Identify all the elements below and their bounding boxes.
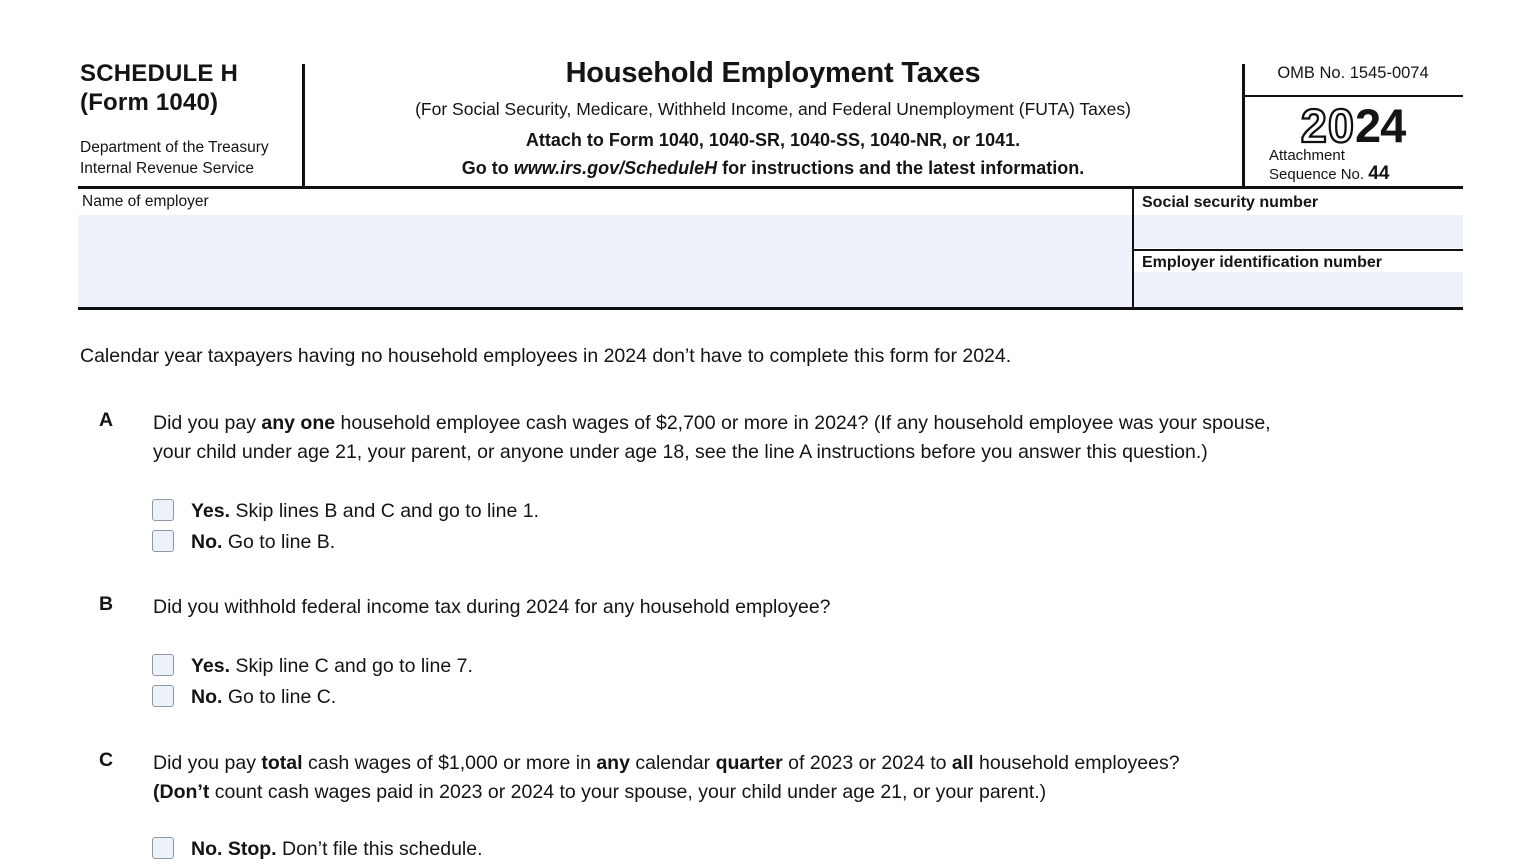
sequence-line <box>1269 165 1389 184</box>
dept-treasury-text: Department of the Treasury <box>80 139 269 156</box>
question-c-no-checkbox[interactable] <box>152 837 174 859</box>
attachment-label: Attachment <box>1269 147 1345 164</box>
employer-name-field[interactable] <box>78 215 1132 307</box>
question-a-yes-label: Yes. Skip lines B and C and go to line 1. <box>191 500 539 522</box>
ssn-label: Social security number <box>1142 194 1319 211</box>
attach-instruction: Attach to Form 1040, 1040-SR, 1040-SS, 1040-NR, or 1041. <box>525 130 1021 150</box>
question-a-text: Did you pay any one household employee cash wages of $2,700 or more in 2024? (If any household employee was your spouse, your child under age 21, your parent, or anyone under age 18, see the line A instructions before you answer this question.) <box>153 412 1271 463</box>
question-b-letter: B <box>99 593 114 615</box>
question-c-letter: C <box>99 749 114 771</box>
tax-year-outline-digits: 20 <box>1300 99 1355 152</box>
question-b-text: Did you withhold federal income tax during 2024 for any household employee? <box>153 596 831 618</box>
irs-text: Internal Revenue Service <box>80 159 255 177</box>
ssn-ein-divider <box>1132 249 1463 251</box>
form-subtitle: (For Social Security, Medicare, Withheld Income, and Federal Unemployment (FUTA) Taxes) <box>415 99 1131 119</box>
question-a-no-label: No. Go to line B. <box>191 531 336 553</box>
question-b-no-label: No. Go to line C. <box>191 686 337 708</box>
omb-underline <box>1242 95 1463 97</box>
ein-field[interactable] <box>1134 272 1463 307</box>
question-a-yes-checkbox[interactable] <box>152 499 174 521</box>
omb-number: OMB No. 1545-0074 <box>1277 64 1429 82</box>
question-b-yes-checkbox[interactable] <box>152 654 174 676</box>
form-title: Household Employment Taxes <box>565 57 981 89</box>
goto-instruction: Go to www.irs.gov/ScheduleH for instructions and the latest information. <box>461 158 1085 178</box>
ssn-field[interactable] <box>1134 215 1463 248</box>
sequence-number: 44 <box>1368 163 1390 184</box>
question-c-no-label: No. Stop. Don’t file this schedule. <box>191 838 483 860</box>
question-c-text: Did you pay total cash wages of $1,000 or more in any calendar quarter of 2023 or 2024 to all household employees? (Don’t count cash wages paid in 2023 or 2024 to your spouse, your child under age 21, or your parent.) <box>153 752 1180 803</box>
employer-name-label: Name of employer <box>82 193 209 210</box>
ein-label: Employer identification number <box>1142 254 1383 271</box>
identity-bottom-rule <box>78 307 1463 310</box>
tax-year-bold-digits: 24 <box>1355 99 1406 152</box>
schedule-h-text: SCHEDULE H <box>80 60 239 87</box>
schedule-label <box>80 59 238 117</box>
agency-label <box>80 138 269 179</box>
tax-year <box>1243 98 1463 153</box>
intro-note: Calendar year taxpayers having no household employees in 2024 don’t have to complete this form for 2024. <box>80 345 1012 367</box>
attachment-sequence <box>1269 147 1389 184</box>
form-1040-text: (Form 1040) <box>80 89 219 116</box>
question-b-yes-label: Yes. Skip line C and go to line 7. <box>191 655 473 677</box>
header-bottom-rule <box>78 186 1463 189</box>
sequence-label: Sequence No. <box>1269 166 1369 183</box>
question-a-no-checkbox[interactable] <box>152 530 174 552</box>
question-b-no-checkbox[interactable] <box>152 685 174 707</box>
question-a-letter: A <box>99 409 114 431</box>
